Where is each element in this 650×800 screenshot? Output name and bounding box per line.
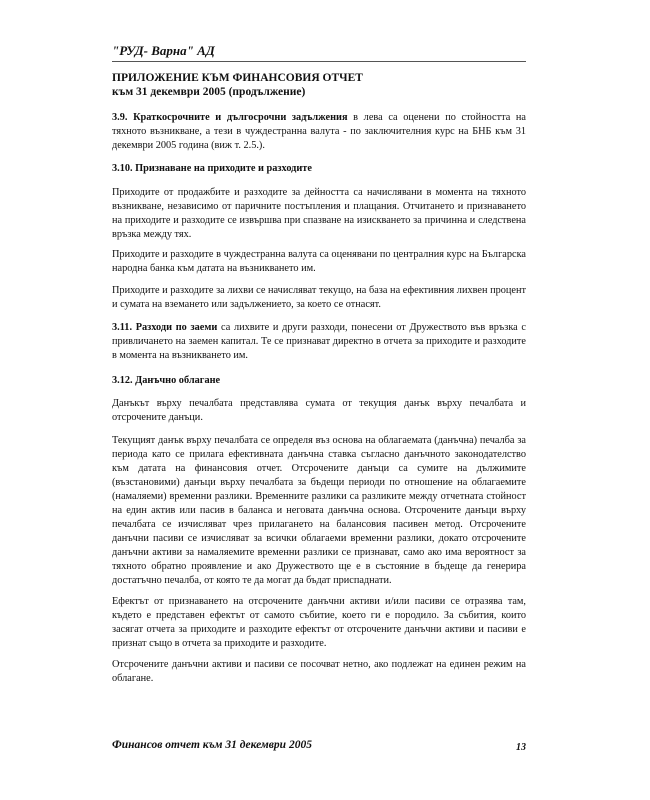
section-3-11-text: са лихвите и други разходи, понесени от Дружеството във връзка с привличането на заемен капитал. Те се признават директно в отчета за приходите и разходите в момента на възникването им. <box>112 322 526 361</box>
section-3-9 <box>112 111 526 153</box>
title-line-2: към 31 декември 2005 (продължение) <box>112 86 306 98</box>
section-3-12-paragraph-2: Текущият данък върху печалбата се определя въз основа на облагаемата (данъчна) печалба за периода като се прилага ефективната данъчна ставка съгласно данъчното законодателство към датата на финансовия отчет. Отсрочените данъци са сумите на дължимите (възстановими) данъци върху печалбата за бъдещи периоди по отношение на облагаемите (намаляеми) временни разлики. Временните разлики са разликите между отчетната стойност на един актив или пасив в баланса и неговата данъчна основа. Отсрочените данъци върху печалбата се изчисляват чрез прилагането на балансовия пасивен метод. Отсрочените данъчни пасиви се изчисляват за всички облагаеми временни разлики, докато отсрочените данъчни активи за намаляемите временни разлики се признават, само ако има вероятност за тяхното обратно проявление и ако Дружеството ще е в състояние в бъдеще да генерира достатъчно печалба, от която те да могат да бъдат приспаднати. <box>112 435 526 586</box>
section-3-9-heading: 3.9. Краткосрочните и дългосрочни задължения <box>112 112 348 123</box>
title-line-1: ПРИЛОЖЕНИЕ КЪМ ФИНАНСОВИЯ ОТЧЕТ <box>112 72 363 84</box>
section-3-11 <box>112 321 526 363</box>
section-3-10-paragraph-1: Приходите от продажбите и разходите за дейността са начислявани в момента на тяхното възникване, независимо от паричните постъпления и плащания. Отчитането и признаването на приходите и разходите се извършва при спазване на изискването за причинна и следствена връзка между тях. <box>112 187 526 240</box>
company-name: "РУД- Варна" АД <box>112 43 215 58</box>
section-3-12-heading: 3.12. Данъчно облагане <box>112 375 221 386</box>
section-3-12-paragraph-1: Данъкът върху печалбата представлява сумата от текущия данък върху печалбата и отсрочените данъци. <box>112 398 526 423</box>
footer-text: Финансов отчет към 31 декември 2005 <box>112 739 312 751</box>
section-3-10-paragraph-2: Приходите и разходите в чуждестранна валута са оценявани по централния курс на Българска народна банка към датата на възникването им. <box>112 249 526 274</box>
document-title <box>112 71 526 99</box>
section-3-12-paragraph-4: Отсрочените данъчни активи и пасиви се посочват нетно, ако подлежат на единен режим на облагане. <box>112 659 526 684</box>
section-3-12-paragraph-3: Ефектът от признаването на отсрочените данъчни активи и/или пасиви се отразява там, където е представен ефектът от самото събитие, което ги е породило. За събития, които засягат отчета за приходите и разходите ефектът от отсрочените данъчни активи и пасиви е признат също в отчета за приходите и разходите. <box>112 596 526 649</box>
section-3-10-paragraph-3: Приходите и разходите за лихви се начисляват текущо, на база на ефективния лихвен процент и сумата на вземането или задължението, за което се отнасят. <box>112 285 526 310</box>
section-3-11-heading: 3.11. Разходи по заеми <box>112 322 218 333</box>
section-3-9-text: в лева са оценени по стойността на тяхното възникване, а тези в чуждестранна валута - по заключителния курс на БНБ към 31 декември 2005 година (виж т. 2.5.). <box>112 112 526 151</box>
page-footer <box>112 739 526 755</box>
section-3-10-heading: 3.10. Признаване на приходите и разходите <box>112 163 312 174</box>
page-number: 13 <box>516 742 526 753</box>
page-header <box>112 42 526 62</box>
